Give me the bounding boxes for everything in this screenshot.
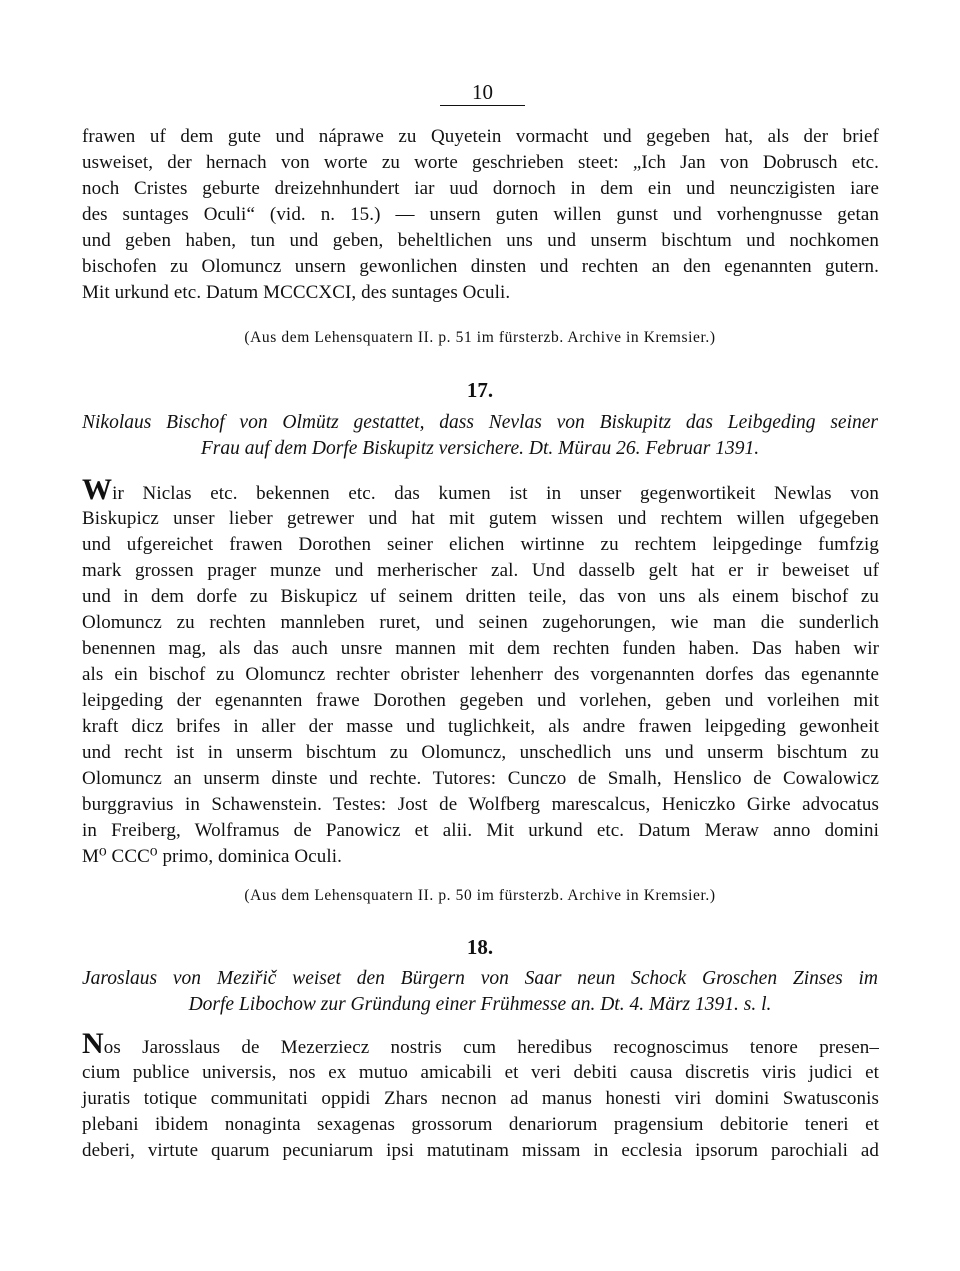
- text-line: und ufgereichet frawen Dorothen seiner elichen wirtinne zu rechtem leipgedinge fumfzig: [82, 534, 879, 555]
- regest-heading: [0, 966, 960, 1018]
- text-line: frawen uf dem gute und náprawe zu Quyetein vormacht und gegeben hat, als der brief: [82, 126, 879, 147]
- continuation-text: [82, 124, 879, 306]
- text-line: benennen mag, als das auch unsre mannen mit dem rechten funden haben. Das haben wir: [82, 638, 879, 659]
- text-line: als ein bischof zu Olomuncz rechter obrister lehenherr des vorgenannten dorfes das egenannte: [82, 664, 879, 685]
- document-number: 17.: [466, 378, 494, 402]
- text-line: Biskupicz unser lieber getrewer und hat mit gutem wissen und rechtem willen ufgegeben: [82, 508, 879, 529]
- source-note: (Aus dem Lehensquatern II. p. 51 im fürsterzb. Archive in Kremsier.): [244, 329, 716, 346]
- regest-line: Jaroslaus von Meziřič weiset den Bürgern von Saar neun Schock Groschen Zinses im: [82, 968, 878, 989]
- text-line: mark grossen prager munze und merherischer zal. Und dasselb gelt hat er ir beweiset uf: [82, 560, 879, 581]
- text-line: deberi, virtute quarum pecuniarum ipsi matutinam missam in ecclesia ipsorum parochiali ad: [82, 1140, 879, 1161]
- initial-letter: N: [82, 1027, 104, 1060]
- text-line: und in dem dorfe zu Biskupicz uf seinem dritten teile, das von uns als einem bischof zu: [82, 586, 879, 607]
- text-line: [82, 473, 879, 506]
- text-line: noch Cristes geburte dreizehnhundert iar uud dornoch in dem ein und neunczigisten iare: [82, 178, 879, 199]
- source-note: (Aus dem Lehensquatern II. p. 50 im fürsterzb. Archive in Kremsier.): [244, 887, 716, 904]
- text-line: kraft dicz brifes in aller der masse und tuglichkeit, als andre frawen leipgeding gewonheit: [82, 716, 879, 737]
- text-line: in Freiberg, Wolframus de Panowicz et alii. Mit urkund etc. Datum Meraw anno domini: [82, 820, 879, 841]
- text-line-rest: ir Niclas etc. bekennen etc. das kumen ist in unser gegenwortikeit Newlas von: [112, 483, 879, 504]
- text-line: des suntages Oculi“ (vid. n. 15.) — unsern guten willen gunst und vorhengnusse getan: [82, 204, 879, 225]
- text-line-rest: os Jarosslaus de Mezerziecz nostris cum heredibus recognoscimus tenore presen–: [103, 1037, 879, 1058]
- regest-line: Dorfe Libochow zur Gründung einer Frühmesse an. Dt. 4. März 1391. s. l.: [188, 994, 772, 1015]
- text-line: Olomuncz an unserm dinste und rechte. Tutores: Cunczo de Smalh, Henslico de Cowalowicz: [82, 768, 879, 789]
- text-line: Mit urkund etc. Datum MCCCXCI, des suntages Oculi.: [82, 282, 511, 303]
- text-line: und geben haben, tun und geben, beheltlichen uns und unserm bischtum und nochkomen: [82, 230, 879, 251]
- regest-heading: [0, 410, 960, 462]
- text-line: cium publice universis, nos ex mutuo amicabili et veri debiti causa discretis viris judici et: [82, 1062, 879, 1083]
- document-text: [82, 1027, 879, 1164]
- text-line: [82, 1027, 879, 1060]
- text-line: bischofen zu Olomuncz unsern gewonlichen dinsten und rechten an den egenannten gutern.: [82, 256, 879, 277]
- text-line: plebani ibidem nonaginta sexagenas grossorum denariorum pragensium debitorie teneri et: [82, 1114, 879, 1135]
- document-text: [82, 473, 879, 870]
- text-line: burggravius in Schawenstein. Testes: Jost de Wolfberg marescalcus, Heniczko Girke advocatus: [82, 794, 879, 815]
- regest-line: Nikolaus Bischof von Olmütz gestattet, dass Nevlas von Biskupitz das Leibgeding seiner: [82, 412, 878, 433]
- initial-letter: W: [82, 473, 113, 506]
- text-line: usweiset, der hernach von worte zu worte geschrieben steet: „Ich Jan von Dobrusch etc.: [82, 152, 879, 173]
- text-line: leipgeding der egenannten frawe Dorothen gegeben und vorlehen, geben und vorleihen mit: [82, 690, 879, 711]
- document-number: 18.: [466, 935, 494, 959]
- regest-line: Frau auf dem Dorfe Biskupitz versichere. Dt. Mürau 26. Februar 1391.: [200, 438, 760, 459]
- text-line: Olomuncz zu rechten mannleben ruret, und seinen zugehorungen, wie man die sunderlich: [82, 612, 879, 633]
- text-line: juratis totique communitati oppidi Zhars necnon ad manus honesti viri domini Swatusconis: [82, 1088, 879, 1109]
- text-line: und recht ist in unserm bischtum zu Olomuncz, unschedlich uns und unserm bischtum zu: [82, 742, 879, 763]
- page-number: 10: [440, 80, 525, 106]
- text-line: M⁰ CCC⁰ primo, dominica Oculi.: [82, 846, 342, 867]
